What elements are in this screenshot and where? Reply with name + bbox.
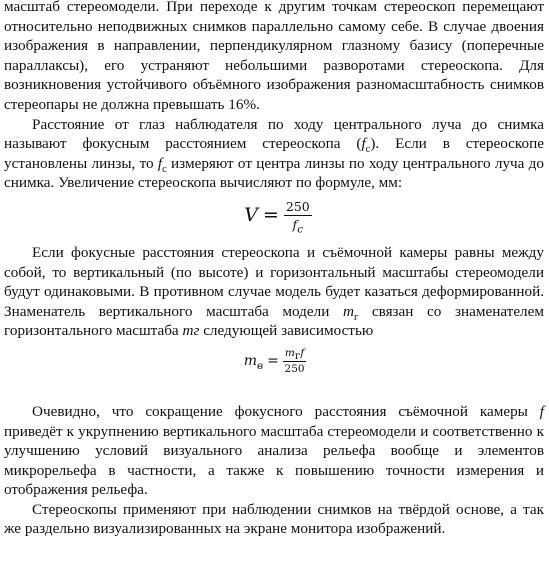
paragraph-2-part-a: Расстояние от глаз наблюдателя по ходу центрального луча до снимка называют фокусным расстоянием стереоскопа ( (4, 115, 544, 153)
paragraph-1: масштаб стереомодели. При переходе к другим точкам стереоскоп перемещают относительно неподвижных снимков параллельно самому себе. В случае двоения изображения в направлении, перпендикулярном глазному базису (поперечные параллаксы), его устраняют небольшими разворотами стереоскопа. Для возникновения устойчивого объёмного изображения разномасштабность снимков стереопары не должна превышать 16%. (4, 0, 544, 113)
formula-2-num-sub: г (294, 350, 301, 363)
paragraph-4-part-b: приведёт к укрупнению вертикального масштаба стереомодели и соответственно к улучшению условий визуального анализа рельефа вообще и элементов микрорельефа в частности, а также к повышению точности измерения и отображения рельефа. (4, 422, 544, 499)
formula-2-lhs-m: m (243, 353, 258, 370)
paragraph-2-part-b: ). Если в стереоскопе установлены линзы, то (4, 135, 544, 172)
formula-magnification (4, 193, 544, 239)
paragraph-3-part-d: следующей зависимостью (199, 322, 374, 340)
formula-2-numerator (283, 347, 306, 362)
formula-1-den-sub: c (297, 223, 304, 236)
formula-2-denominator: 250 (284, 363, 305, 376)
paragraph-2-part-c: измеряют от центра линзы по ходу центрального луча до снимка. Увеличение стереоскопа вычисляют по формуле, мм: (4, 154, 544, 192)
symbol-m: m (342, 302, 354, 320)
symbol-f-camera: f (539, 402, 544, 420)
formula-1-den-f: f (292, 217, 298, 233)
formula-2-equals: = (267, 353, 279, 370)
formula-2-lhs-sub: в (257, 359, 264, 372)
formula-2-num-m: m (284, 347, 295, 360)
symbol-f: f (361, 135, 366, 153)
paragraph-4-part-a: Очевидно, что сокращение фокусного расстояния съёмочной камеры (32, 402, 540, 420)
formula-2-fraction (283, 347, 306, 376)
symbol-sub-c: c (365, 144, 371, 156)
formula-2-num-f: f (300, 347, 305, 360)
formula-vertical-scale (4, 344, 544, 380)
formula-2-lhs (244, 352, 263, 372)
paragraph-3-part-a: Если фокусные расстояния стереоскопа и съёмочной камеры равны между собой, то вертикальный (по высоте) и горизонтальный масштабы стереомодели будут одинаковыми. В противном случае модель будет казаться деформированной. Знаменатель вертикального масштаба модели (4, 243, 544, 320)
paragraph-4 (4, 402, 544, 500)
formula-1-numerator: 250 (285, 199, 310, 215)
formula-1-fraction (284, 199, 312, 236)
paragraph-2 (4, 115, 544, 193)
paragraph-5: Стереоскопы применяют при наблюдении снимков на твёрдой основе, а так же раздельно визуализированных на экране монитора изображений. (4, 500, 544, 538)
formula-1-denominator (292, 216, 304, 236)
symbol-mg: mг (182, 322, 200, 340)
formula-1-lhs: V (244, 204, 258, 227)
symbol-sub-g: г (353, 311, 359, 323)
paragraph-3-part-b: связан со знаменателем горизонтального масштаба (4, 302, 544, 340)
paragraph-3 (4, 243, 544, 341)
formula-1-equals: = (262, 204, 279, 227)
symbol-f-inline: f (157, 154, 163, 172)
symbol-sub-c-inline: c (162, 163, 167, 175)
